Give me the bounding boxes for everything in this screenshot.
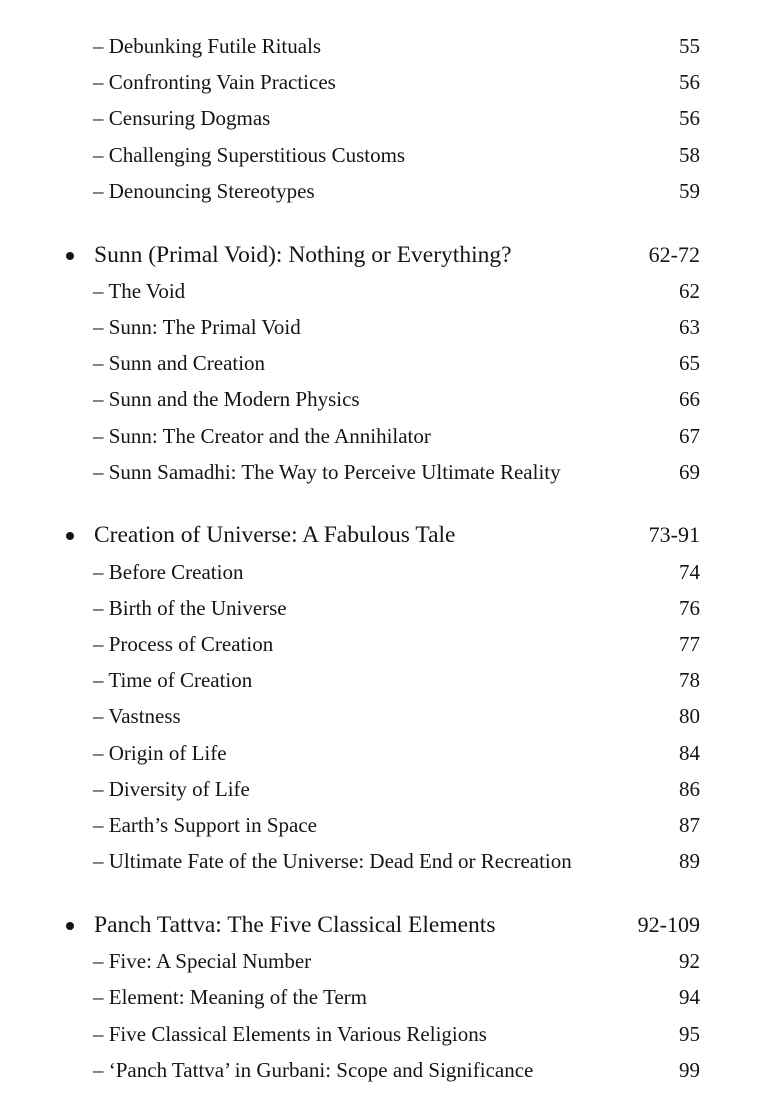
- toc-entry: [0, 273, 780, 309]
- entry-title: – Time of Creation: [93, 668, 253, 693]
- toc-entry: [0, 662, 780, 698]
- entry-title: – Sunn: The Primal Void: [93, 314, 301, 339]
- toc-entry: [0, 418, 780, 454]
- entry-title: – Five: A Special Number: [93, 949, 312, 974]
- toc-entry: [0, 979, 780, 1015]
- toc-section-heading: [0, 907, 780, 943]
- entry-page-number: 66: [679, 387, 700, 412]
- toc-entry: [0, 698, 780, 734]
- entry-title: – Confronting Vain Practices: [93, 70, 336, 95]
- entry-page-number: 84: [679, 740, 700, 765]
- toc-entry: [0, 807, 780, 843]
- entry-page-number: 59: [679, 178, 700, 203]
- entry-title: – Challenging Superstitious Customs: [93, 142, 406, 167]
- entry-title: – Sunn: The Creator and the Annihilator: [93, 423, 431, 448]
- bullet-icon: [66, 922, 74, 930]
- entry-title: – Diversity of Life: [93, 776, 250, 801]
- entry-page-number: 56: [679, 106, 700, 131]
- toc-entry: [0, 100, 780, 136]
- entry-title: – Sunn and the Modern Physics: [93, 387, 360, 412]
- entry-page-number: 76: [679, 595, 700, 620]
- section-page-range: 73-91: [648, 522, 700, 548]
- toc-entry: [0, 173, 780, 209]
- toc-entry: [0, 137, 780, 173]
- toc-entry: [0, 943, 780, 979]
- toc-entry: [0, 626, 780, 662]
- entry-page-number: 87: [679, 813, 700, 837]
- toc-entry: [0, 843, 780, 879]
- entry-title: – Denouncing Stereotypes: [93, 178, 315, 203]
- entry-title: – Censuring Dogmas: [93, 106, 271, 131]
- entry-title: – Debunking Futile Rituals: [93, 34, 322, 58]
- entry-title: – The Void: [93, 278, 186, 303]
- bullet-icon: [66, 252, 74, 260]
- section-page-range: 92-109: [637, 911, 700, 937]
- entry-title: – Sunn Samadhi: The Way to Perceive Ultimate Reality: [93, 459, 561, 484]
- entry-title: – Sunn and Creation: [93, 351, 266, 376]
- bullet-icon: [66, 532, 74, 540]
- entry-title: – Ultimate Fate of the Universe: Dead End or Recreation: [93, 849, 572, 874]
- toc-section-heading: [0, 237, 780, 273]
- toc-entry: [0, 1016, 780, 1052]
- entry-title: – Five Classical Elements in Various Religions: [93, 1021, 487, 1046]
- entry-page-number: 55: [679, 34, 700, 58]
- entry-title: – Vastness: [93, 704, 181, 729]
- entry-page-number: 94: [679, 985, 700, 1010]
- entry-page-number: 99: [679, 1057, 700, 1082]
- toc-entry: [0, 309, 780, 345]
- entry-title: – Earth’s Support in Space: [93, 813, 317, 837]
- entry-page-number: 89: [679, 849, 700, 874]
- entry-page-number: 92: [679, 949, 700, 974]
- entry-page-number: 58: [679, 142, 700, 167]
- entry-page-number: 56: [679, 70, 700, 95]
- toc-section-heading: [0, 517, 780, 553]
- entry-page-number: 65: [679, 351, 700, 376]
- entry-title: – Origin of Life: [93, 740, 227, 765]
- entry-page-number: 80: [679, 704, 700, 729]
- entry-title: – Process of Creation: [93, 632, 274, 656]
- entry-page-number: 62: [679, 278, 700, 303]
- toc-entry: [0, 28, 780, 64]
- toc-entry: [0, 345, 780, 381]
- toc-entry: [0, 771, 780, 807]
- toc-entry: [0, 1052, 780, 1088]
- entry-title: – ‘Panch Tattva’ in Gurbani: Scope and Significance: [93, 1057, 534, 1082]
- toc-entry: [0, 590, 780, 626]
- toc-entry: [0, 64, 780, 100]
- entry-page-number: 77: [679, 632, 700, 656]
- entry-page-number: 63: [679, 314, 700, 339]
- toc-entry: [0, 735, 780, 771]
- section-page-range: 62-72: [648, 241, 700, 267]
- toc-entry: [0, 381, 780, 417]
- entry-page-number: 86: [679, 776, 700, 801]
- entry-title: – Before Creation: [93, 559, 244, 584]
- entry-page-number: 67: [679, 423, 700, 448]
- section-title: Sunn (Primal Void): Nothing or Everything?: [94, 241, 512, 268]
- toc-entry: [0, 454, 780, 490]
- entry-page-number: 78: [679, 668, 700, 693]
- entry-title: – Element: Meaning of the Term: [93, 985, 367, 1010]
- section-title: Creation of Universe: A Fabulous Tale: [94, 522, 456, 549]
- entry-title: – Birth of the Universe: [93, 595, 287, 620]
- entry-page-number: 69: [679, 459, 700, 484]
- section-title: Panch Tattva: The Five Classical Elements: [94, 911, 496, 938]
- entry-page-number: 95: [679, 1021, 700, 1046]
- toc-entry: [0, 554, 780, 590]
- entry-page-number: 74: [679, 559, 700, 584]
